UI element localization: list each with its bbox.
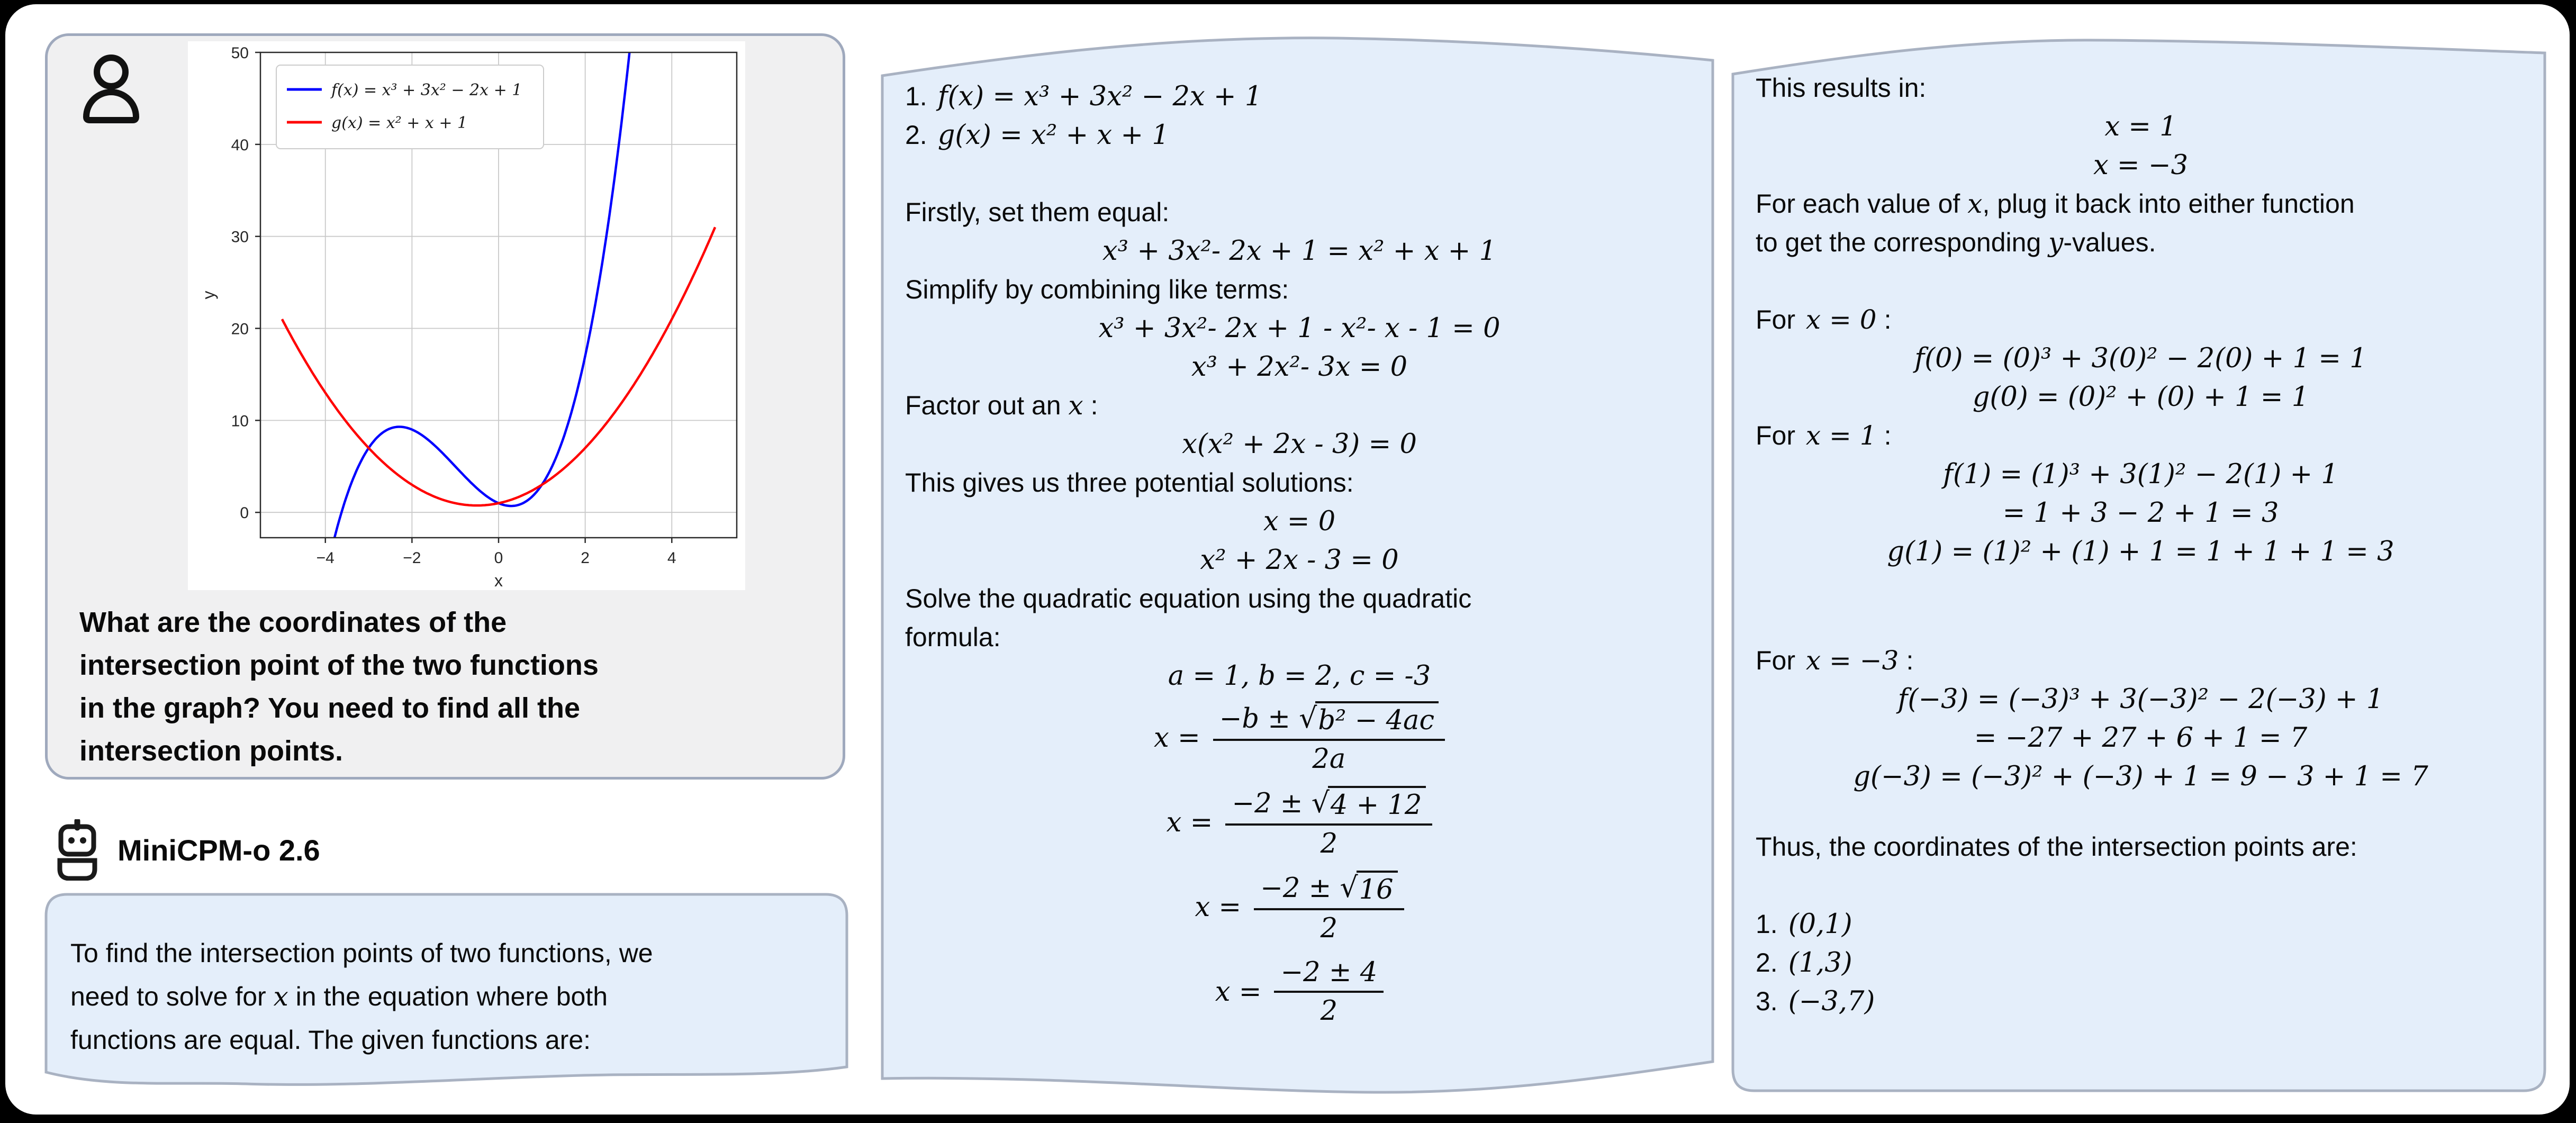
text-line: formula: — [905, 622, 1001, 652]
text-line: need to solve for x in the equation where both — [70, 981, 608, 1012]
equation-line: x = −3 — [2093, 150, 2189, 181]
svg-text:20: 20 — [231, 320, 249, 338]
equation-fraction: x = −b ± √ b² − 4ac 2a — [905, 695, 1694, 780]
text-line: Thus, the coordinates of the intersection points are: — [1756, 832, 2357, 862]
text-line: This results in: — [1756, 73, 1927, 103]
equation-line: a = 1, b = 2, c = -3 — [1168, 660, 1431, 692]
text-line: Firstly, set them equal: — [905, 197, 1170, 227]
list-item: 2. (1,3) — [1756, 947, 1852, 979]
text-line: For each value of x, plug it back into either function — [1756, 188, 2355, 219]
text-line: For x = 1 : — [1756, 420, 1892, 451]
equation-line: f(−3) = (−3)³ + 3(−3)² − 2(−3) + 1 — [1897, 684, 2384, 715]
text-line: Solve the quadratic equation using the quadratic — [905, 584, 1472, 613]
response-bubble-3-text — [1756, 37, 2526, 1021]
equation-line: f(0) = (0)³ + 3(0)² − 2(0) + 1 = 1 — [1914, 343, 2367, 374]
equation-line: x³ + 2x²- 3x = 0 — [1191, 351, 1408, 383]
svg-text:−4: −4 — [316, 549, 335, 567]
user-icon — [82, 53, 140, 124]
svg-text:2: 2 — [581, 549, 590, 567]
svg-text:30: 30 — [231, 228, 249, 246]
equation-fraction: x = −2 ± √ 4 + 12 2 — [905, 780, 1694, 865]
model-header — [57, 819, 320, 881]
svg-text:x: x — [494, 571, 503, 590]
text-line: to get the corresponding y-values. — [1756, 227, 2156, 258]
text-line: To find the intersection points of two functions, we — [70, 938, 653, 968]
equation-fraction: x = −2 ± √ 16 2 — [905, 865, 1694, 949]
question-line: intersection points. — [79, 735, 344, 767]
equation-line: f(1) = (1)³ + 3(1)² − 2(1) + 1 — [1943, 459, 2338, 490]
text-line: Factor out an x : — [905, 390, 1098, 421]
equation-line: = 1 + 3 − 2 + 1 = 3 — [2002, 497, 2279, 529]
text-line: For x = 0 : — [1756, 304, 1892, 335]
function-plot — [188, 41, 745, 590]
text-line: For x = −3 : — [1756, 645, 1914, 676]
list-item: 1. (0,1) — [1756, 909, 1852, 940]
question-line: intersection point of the two functions — [79, 649, 599, 681]
svg-text:0: 0 — [494, 549, 503, 567]
response-bubble-1-text — [70, 931, 827, 1062]
model-name-label: MiniCPM-o 2.6 — [117, 833, 320, 867]
text-line: This gives us three potential solutions: — [905, 468, 1354, 497]
robot-icon — [57, 819, 97, 881]
question-line: What are the coordinates of the — [79, 606, 507, 638]
svg-text:10: 10 — [231, 412, 249, 430]
equation-line: x = 0 — [1263, 506, 1336, 537]
equation-line: x² + 2x - 3 = 0 — [1200, 545, 1399, 576]
equation-line: x³ + 3x²- 2x + 1 = x² + x + 1 — [1102, 236, 1497, 267]
svg-text:−2: −2 — [403, 549, 421, 567]
question-line: in the graph? You need to find all the — [79, 692, 581, 724]
user-question — [79, 601, 820, 773]
equation-line: = −27 + 27 + 6 + 1 = 7 — [1974, 722, 2308, 754]
equation-line: g(0) = (0)² + (0) + 1 = 1 — [1972, 382, 2309, 413]
text-line: Simplify by combining like terms: — [905, 275, 1289, 304]
svg-text:y: y — [199, 291, 218, 300]
equation-line: x = 1 — [2104, 111, 2177, 142]
svg-text:4: 4 — [667, 549, 676, 567]
svg-text:0: 0 — [240, 504, 249, 522]
content-canvas — [5, 4, 2570, 1115]
equation-line: x(x² + 2x - 3) = 0 — [1182, 429, 1417, 460]
text-line: functions are equal. The given functions are: — [70, 1025, 591, 1055]
svg-text:50: 50 — [231, 44, 249, 62]
equation-line: 1. f(x) = x³ + 3x² − 2x + 1 — [905, 81, 1262, 112]
list-item: 3. (−3,7) — [1756, 986, 1875, 1017]
equation-line: 2. g(x) = x² + x + 1 — [905, 120, 1169, 151]
svg-text:g(x) = x² + x + 1: g(x) = x² + x + 1 — [331, 114, 468, 132]
equation-line: x³ + 3x²- 2x + 1 - x²- x - 1 = 0 — [1098, 313, 1501, 344]
equation-line: g(1) = (1)² + (1) + 1 = 1 + 1 + 1 = 3 — [1887, 536, 2394, 567]
response-bubble-2-text — [905, 35, 1694, 1034]
svg-text:f(x) = x³ + 3x² − 2x + 1: f(x) = x³ + 3x² − 2x + 1 — [331, 81, 522, 99]
svg-text:40: 40 — [231, 136, 249, 154]
equation-fraction: x = $\frac{-2 \pm 4}{2}$ — [905, 949, 1694, 1034]
equation-line: g(−3) = (−3)² + (−3) + 1 = 9 − 3 + 1 = 7 — [1853, 761, 2428, 792]
